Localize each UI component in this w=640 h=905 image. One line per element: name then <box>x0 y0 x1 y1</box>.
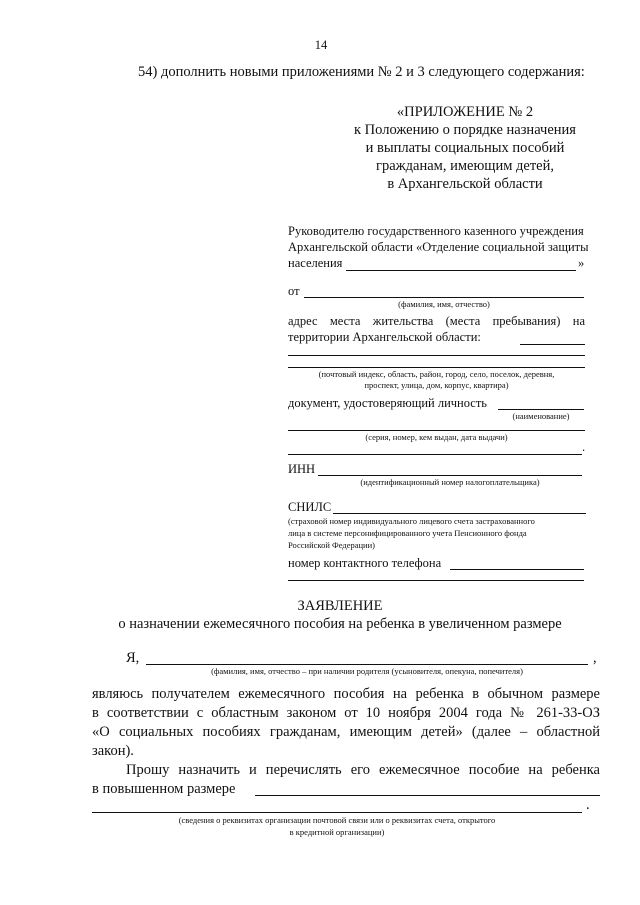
document-extra-line[interactable] <box>288 454 582 455</box>
address-input-line[interactable] <box>288 367 585 368</box>
appendix-line: в Архангельской области <box>387 176 543 192</box>
payment-input-line[interactable] <box>92 812 582 813</box>
body-text-line: «О социальных пособиях гражданам, имеющим детей» (далее – областной <box>92 724 600 740</box>
snils-label: СНИЛС <box>288 500 332 514</box>
body-text-line: Прошу назначить и перечислять его ежемесячное пособие на ребенка <box>126 762 600 778</box>
appendix-line: гражданам, имеющим детей, <box>376 158 554 174</box>
payment-dot: . <box>586 797 590 813</box>
address-input-line[interactable] <box>288 355 585 356</box>
applicant-input-line[interactable] <box>146 664 588 665</box>
snils-hint: лица в системе персонифицированного учета Пенсионного фонда <box>288 528 527 538</box>
applicant-label: Я, <box>126 650 140 666</box>
addressee-line: Руководителю государственного казенного учреждения <box>288 224 584 238</box>
appendix-title: «ПРИЛОЖЕНИЕ № 2 <box>396 104 534 120</box>
payment-hint: (сведения о реквизитах организации почтовой связи или о реквизитах счета, открытого <box>178 815 496 825</box>
inn-label: ИНН <box>288 462 316 476</box>
address-label: адрес места жительства (места пребывания) на <box>288 314 585 328</box>
applicant-comma: , <box>593 650 597 666</box>
document-details-hint: (серия, номер, кем выдан, дата выдачи) <box>365 432 508 442</box>
from-hint: (фамилия, имя, отчество) <box>398 299 490 309</box>
addressee-line: населения <box>288 256 343 270</box>
address-input-line[interactable] <box>520 344 585 345</box>
inn-hint: (идентификационный номер налогоплательщика) <box>360 477 540 487</box>
page-number: 14 <box>314 38 328 52</box>
applicant-hint: (фамилия, имя, отчество – при наличии родителя (усыновителя, опекуна, попечителя) <box>211 666 523 676</box>
snils-input-line[interactable] <box>333 513 586 514</box>
phone-extra-line[interactable] <box>288 580 584 581</box>
body-text-line: закон). <box>92 743 134 759</box>
addressee-line: Архангельской области «Отделение социальной защиты <box>288 240 589 254</box>
closing-quote: » <box>578 256 585 270</box>
address-hint: (почтовый индекс, область, район, город, село, поселок, деревня, <box>318 369 555 379</box>
snils-hint: (страховой номер индивидуального лицевого счета застрахованного <box>288 516 535 526</box>
body-text-line: являюсь получателем ежемесячного пособия на ребенка в обычном размере <box>92 686 600 702</box>
body-text-line: в повышенном размере <box>92 781 236 797</box>
appendix-line: и выплаты социальных пособий <box>365 140 565 156</box>
addressee-input-line[interactable] <box>346 270 576 271</box>
snils-hint: Российской Федерации) <box>288 540 375 550</box>
appendix-line: к Положению о порядке назначения <box>354 122 576 138</box>
address-hint: проспект, улица, дом, корпус, квартира) <box>364 380 509 390</box>
document-dot: . <box>582 440 586 454</box>
phone-input-line[interactable] <box>450 569 584 570</box>
payment-hint: в кредитной организации) <box>289 827 385 837</box>
statement-title: ЗАЯВЛЕНИЕ <box>297 598 383 614</box>
from-input-line[interactable] <box>304 297 584 298</box>
statement-subtitle: о назначении ежемесячного пособия на ребенка в увеличенном размере <box>118 616 562 632</box>
body-text-line: в соответствии с областным законом от 10 ноября 2004 года № 261-33-ОЗ <box>92 705 600 721</box>
document-name-line[interactable] <box>498 409 584 410</box>
payment-input-line[interactable] <box>255 795 600 796</box>
document-details-line[interactable] <box>288 430 585 431</box>
from-label: от <box>288 284 300 298</box>
document-label: документ, удостоверяющий личность <box>288 396 488 410</box>
intro-text: 54) дополнить новыми приложениями № 2 и 3 следующего содержания: <box>138 64 585 80</box>
document-name-hint: (наименование) <box>512 411 570 421</box>
phone-label: номер контактного телефона <box>288 556 442 570</box>
inn-input-line[interactable] <box>318 475 582 476</box>
address-label: территории Архангельской области: <box>288 330 481 344</box>
